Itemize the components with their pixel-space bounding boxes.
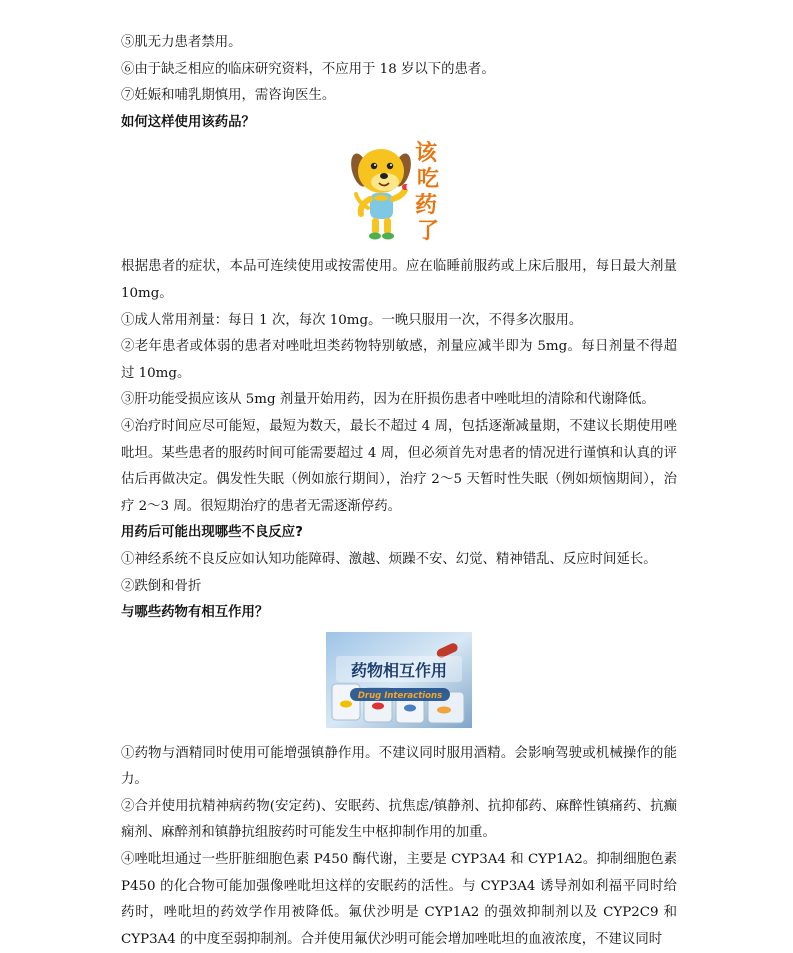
banner-title: 药物相互作用 — [350, 660, 448, 680]
paragraph-usage-4: ④治疗时间应尽可能短，最短为数天，最长不超过 4 周，包括逐渐减量期，不建议长期使用唑吡坦。某些患者的服药时间可能需要超过 4 周，但必须首先对患者的情况进行谨慎和认真的评估后再做决定。偶发性失眠（例如旅行期间），治疗 2～5 天暂时性失眠（例如烦恼期间），治疗 2～3 周。很短期治疗的患者无需逐渐停药。 — [121, 418, 677, 514]
heading-usage: 如何这样使用该药品？ — [121, 114, 255, 130]
paragraph-interaction-1: ①药物与酒精同时使用可能增强镇静作用。不建议同时服用酒精。会影响驾驶或机械操作的能力。 — [121, 745, 677, 788]
paragraph-usage-3: ③肝功能受损应该从 5mg 剂量开始用药，因为在肝损伤患者中唑吡坦的清除和代谢降低。 — [121, 392, 655, 408]
paragraph-contraindication-7: ⑦妊娠和哺乳期慎用，需咨询医生。 — [121, 88, 336, 104]
heading-interactions: 与哪些药物有相互作用？ — [121, 605, 269, 621]
paragraph-interaction-4: ④唑吡坦通过一些肝脏细胞色素 P450 酶代谢，主要是 CYP3A4 和 CYP1A2。抑制细胞色素 P450 的化合物可能加强像唑吡坦这样的安眠药的活性。与 CYP3A4 诱导剂如利福平同时给药时，唑吡坦的药效学作用被降低。氟伏沙明是 CYP1A2 的强效抑制剂以及 CYP2C9 和 CYP3A4 的中度至弱抑制剂。合并使用氟伏沙明可能会增加唑吡坦的血液浓度，不建议同时 — [121, 852, 677, 947]
paragraph-adverse-2: ②跌倒和骨折 — [121, 578, 202, 594]
mascot-dog-illustration — [344, 138, 454, 250]
mascot-char-1: 该 — [414, 141, 438, 167]
paragraph-adverse-1: ①神经系统不良反应如认知功能障碍、激越、烦躁不安、幻觉、精神错乱、反应时间延长。 — [121, 551, 657, 567]
banner-subtitle: Drug Interactions — [357, 690, 443, 701]
mascot-char-4: 了 — [416, 219, 440, 245]
drug-interactions-banner — [326, 632, 472, 728]
mascot-char-3: 药 — [414, 193, 438, 219]
mascot-char-2: 吃 — [416, 167, 440, 193]
heading-adverse-reactions: 用药后可能出现哪些不良反应? — [121, 525, 303, 541]
paragraph-interaction-2: ②合并使用抗精神病药物(安定药)、安眠药、抗焦虑/镇静剂、抗抑郁药、麻醉性镇痛药、抗癫痫剂、麻醉剂和镇静抗组胺药时可能发生中枢抑制作用的加重。 — [121, 798, 677, 841]
paragraph-contraindication-6: ⑥由于缺乏相应的临床研究资料，不应用于 18 岁以下的患者。 — [121, 61, 495, 77]
paragraph-contraindication-5: ⑤肌无力患者禁用。 — [121, 35, 242, 50]
paragraph-usage-1: ①成人常用剂量：每日 1 次，每次 10mg。一晚只服用一次，不得多次服用。 — [121, 312, 583, 328]
paragraph-usage-2: ②老年患者或体弱的患者对唑吡坦类药物特别敏感，剂量应减半即为 5mg。每日剂量不得超过 10mg。 — [121, 339, 677, 381]
paragraph-usage-intro: 根据患者的症状，本品可连续使用或按需使用。应在临睡前服药或上床后服用，每日最大剂量 10mg。 — [121, 259, 677, 301]
document-body — [121, 30, 677, 953]
